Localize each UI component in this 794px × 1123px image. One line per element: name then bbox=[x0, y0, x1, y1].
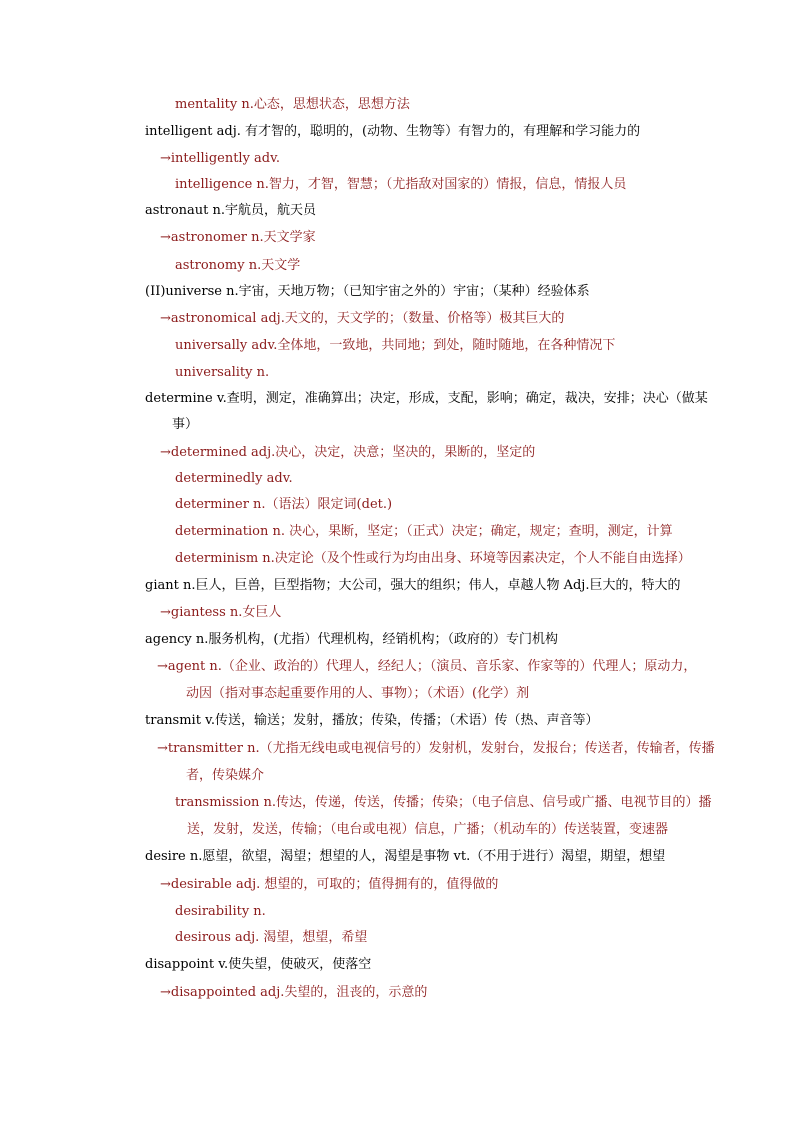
entry-intelligent: intelligent adj. 有才智的，聪明的，(动物、生物等）有智力的，有理解和学习能力的 bbox=[145, 124, 641, 139]
entry-universally: universally adv.全体地，一致地，共同地；到处，随时随地，在各种情况下 bbox=[175, 338, 616, 353]
entry-universality: universality n. bbox=[175, 365, 270, 380]
entry-disappoint: disappoint v.使失望，使破灭，使落空 bbox=[145, 957, 372, 972]
entry-determinism: determinism n.决定论（及个性或行为均由出身、环境等因素决定，个人不能自由选择） bbox=[175, 551, 691, 566]
entry-agent: →agent n.（企业、政治的）代理人，经纪人；（演员、音乐家、作家等的）代理人；原动力， bbox=[157, 659, 697, 674]
entry-astronomy: astronomy n.天文学 bbox=[175, 258, 301, 273]
entry-astronomer: →astronomer n.天文学家 bbox=[160, 230, 316, 245]
entry-determine-cont: 事） bbox=[172, 417, 199, 432]
entry-giant: giant n.巨人，巨兽，巨型指物；大公司，强大的组织；伟人，卓越人物 Adj.巨大的，特大的 bbox=[145, 578, 681, 593]
entry-astronomical: →astronomical adj.天文的，天文学的；（数量、价格等）极其巨大的 bbox=[160, 311, 565, 326]
entry-disappointed: →disappointed adj.失望的，沮丧的，示意的 bbox=[160, 985, 428, 1000]
entry-agency: agency n.服务机构，(尤指）代理机构，经销机构；（政府的）专门机构 bbox=[145, 632, 558, 647]
entry-determination: determination n. 决心，果断，坚定；（正式）决定；确定，规定；查明，测定，计算 bbox=[175, 524, 673, 539]
entry-transmission: transmission n.传达，传递，传送，传播；传染；（电子信息、信号或广播、电视节目的）播 bbox=[175, 795, 712, 810]
entry-astronaut: astronaut n.宇航员，航天员 bbox=[145, 203, 317, 218]
entry-transmitter: →transmitter n.（尤指无线电或电视信号的）发射机，发射台，发报台；传送者，传输者，传播 bbox=[157, 741, 715, 756]
entry-intelligently: →intelligently adv. bbox=[160, 151, 281, 166]
entry-transmission-cont: 送，发射，发送，传输；（电台或电视）信息，广播；（机动车的）传送装置，变速器 bbox=[187, 822, 669, 837]
entry-determiner: determiner n.（语法）限定词(det.) bbox=[175, 497, 393, 512]
entry-transmit: transmit v.传送，输送；发射，播放；传染，传播；（术语）传（热、声音等） bbox=[145, 713, 599, 728]
entry-determinedly: determinedly adv. bbox=[175, 471, 293, 486]
entry-determine: determine v.查明，测定，准确算出；决定，形成，支配，影响；确定，裁决，安排；决心（做某 bbox=[145, 391, 708, 406]
entry-desirability: desirability n. bbox=[175, 904, 266, 919]
entry-desirous: desirous adj. 渴望，想望，希望 bbox=[175, 930, 368, 945]
entry-mentality: mentality n.心态，思想状态，思想方法 bbox=[175, 97, 410, 112]
entry-giantess: →giantess n.女巨人 bbox=[160, 605, 282, 620]
entry-agent-cont: 动因（指对事态起重要作用的人、事物）；（术语）(化学）剂 bbox=[186, 686, 530, 701]
entry-transmitter-cont: 者，传染媒介 bbox=[186, 768, 265, 783]
entry-desirable: →desirable adj. 想望的，可取的；值得拥有的，值得做的 bbox=[160, 877, 499, 892]
entry-intelligence: intelligence n.智力，才智，智慧；（尤指敌对国家的）情报，信息，情报人员 bbox=[175, 177, 627, 192]
entry-universe: (II)universe n.宇宙，天地万物；（已知宇宙之外的）宇宙；（某种）经验体系 bbox=[145, 284, 590, 299]
entry-desire: desire n.愿望，欲望，渴望；想望的人，渴望是事物 vt.（不用于进行）渴望，期望，想望 bbox=[145, 849, 666, 864]
entry-determined: →determined adj.决心，决定，决意；坚决的，果断的，坚定的 bbox=[160, 445, 536, 460]
